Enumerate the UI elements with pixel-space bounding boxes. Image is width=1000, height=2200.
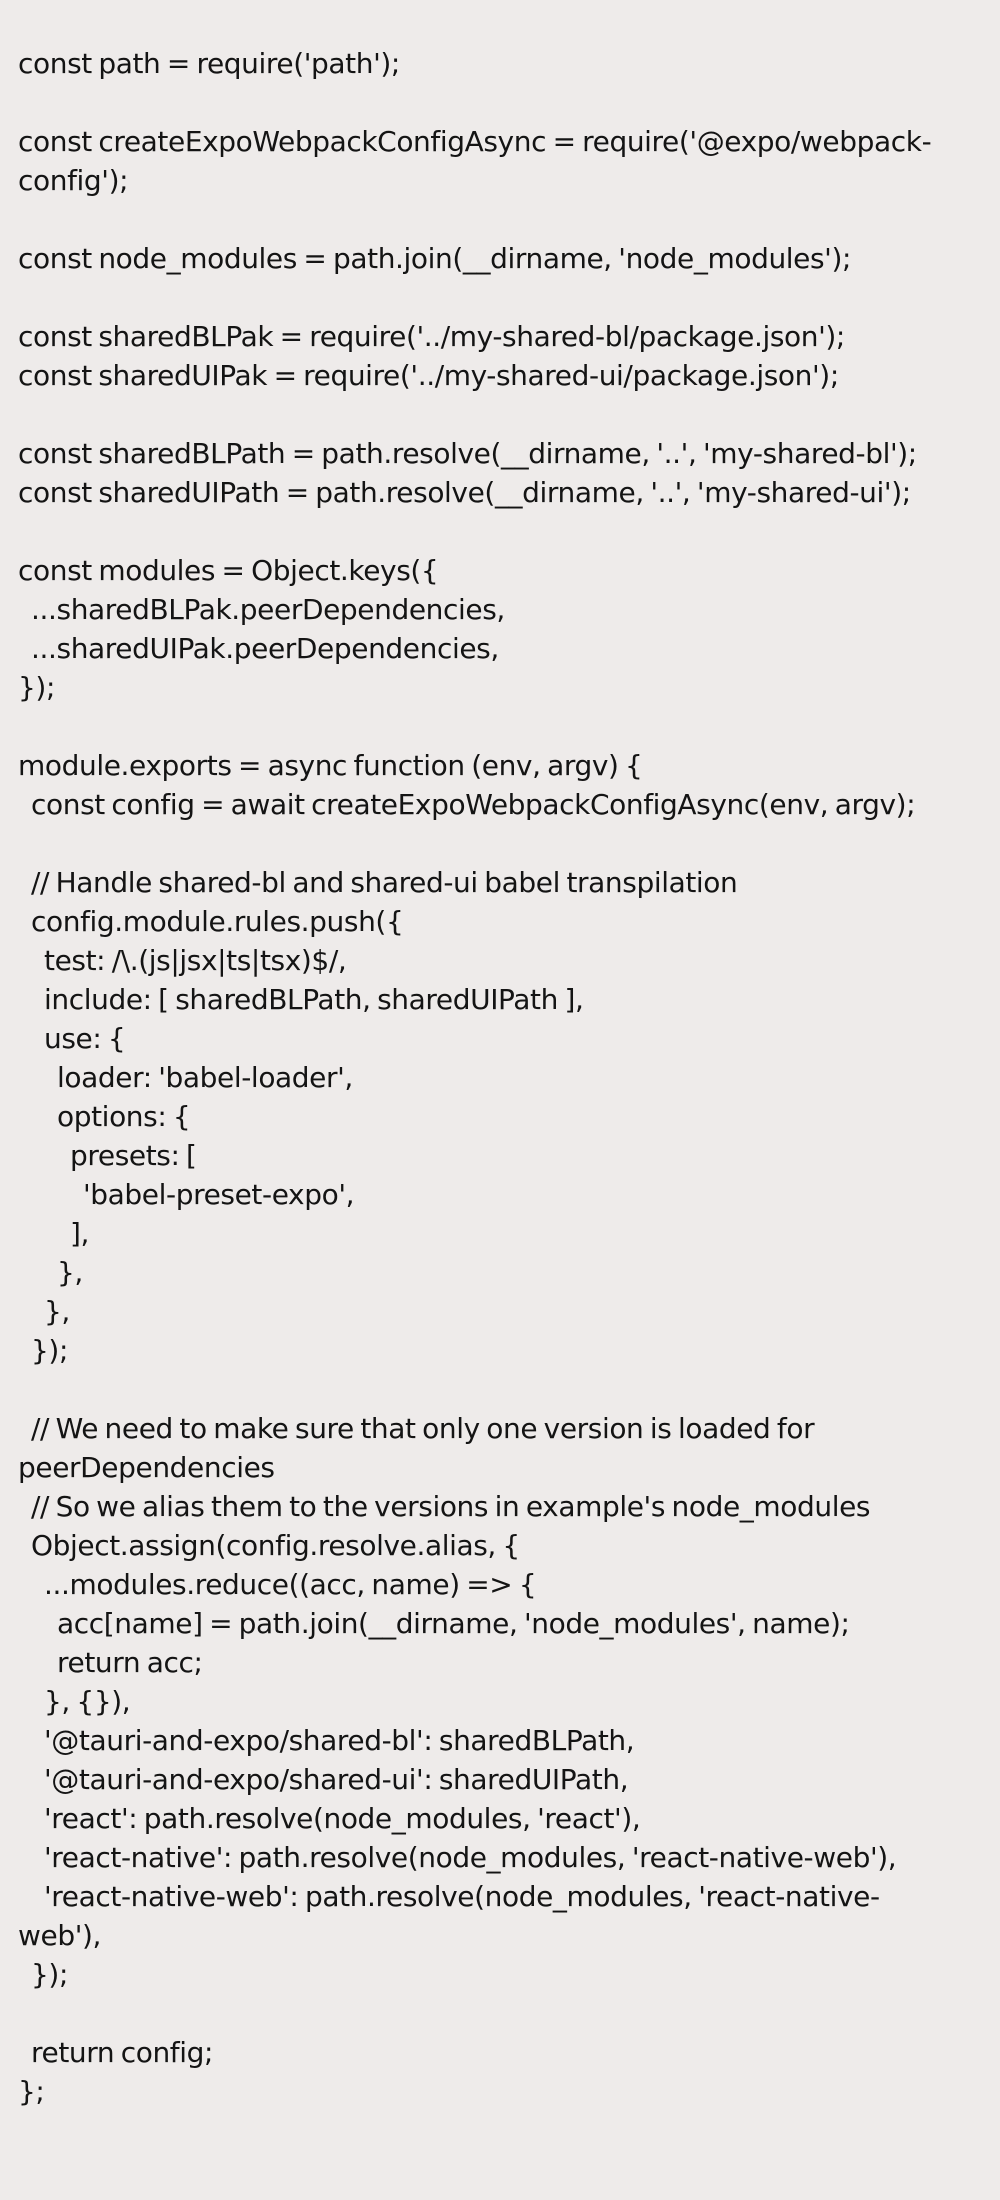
code-line: return acc; xyxy=(18,1646,203,1679)
code-line: config'); xyxy=(18,164,129,197)
code-line: module.exports = async function (env, argv) { xyxy=(18,749,643,782)
code-line: include: [ sharedBLPath, sharedUIPath ], xyxy=(18,983,584,1016)
code-line: acc[name] = path.join(__dirname, 'node_modules', name); xyxy=(18,1607,850,1640)
code-line: return config; xyxy=(18,2036,214,2069)
code-line: presets: [ xyxy=(18,1139,197,1172)
code-line: const path = require('path'); xyxy=(18,47,400,80)
code-line: loader: 'babel-loader', xyxy=(18,1061,353,1094)
code-line: 'react-native-web': path.resolve(node_modules, 'react-native- xyxy=(18,1880,880,1913)
code-line xyxy=(18,824,982,863)
code-line: const config = await createExpoWebpackConfigAsync(env, argv); xyxy=(18,788,916,821)
code-line: const sharedBLPak = require('../my-shared-bl/package.json'); xyxy=(18,320,845,353)
code-line: '@tauri-and-expo/shared-bl': sharedBLPath, xyxy=(18,1724,635,1757)
code-line: Object.assign(config.resolve.alias, { xyxy=(18,1529,520,1562)
code-line: test: /\.(js|jsx|ts|tsx)$/, xyxy=(18,944,347,977)
code-line: ...modules.reduce((acc, name) => { xyxy=(18,1568,537,1601)
code-line: 'react': path.resolve(node_modules, 'react'), xyxy=(18,1802,641,1835)
code-line: options: { xyxy=(18,1100,191,1133)
code-line: }); xyxy=(18,671,55,704)
code-line: }); xyxy=(18,1958,68,1991)
code-line: peerDependencies xyxy=(18,1451,275,1484)
code-line xyxy=(18,83,982,122)
code-line xyxy=(18,200,982,239)
code-line: web'), xyxy=(18,1919,102,1952)
code-line: // So we alias them to the versions in example's node_modules xyxy=(18,1490,871,1523)
code-line xyxy=(18,512,982,551)
code-line: }, xyxy=(18,1295,70,1328)
code-line: ], xyxy=(18,1217,90,1250)
code-line: 'babel-preset-expo', xyxy=(18,1178,355,1211)
code-line: 'react-native': path.resolve(node_modules, 'react-native-web'), xyxy=(18,1841,897,1874)
code-line: '@tauri-and-expo/shared-ui': sharedUIPath, xyxy=(18,1763,629,1796)
code-line xyxy=(18,707,982,746)
code-line: const sharedBLPath = path.resolve(__dirname, '..', 'my-shared-bl'); xyxy=(18,437,917,470)
code-line xyxy=(18,278,982,317)
code-line: config.module.rules.push({ xyxy=(18,905,404,938)
code-line: const sharedUIPak = require('../my-shared-ui/package.json'); xyxy=(18,359,839,392)
code-line: // Handle shared-bl and shared-ui babel transpilation xyxy=(18,866,738,899)
code-line: }, {}), xyxy=(18,1685,131,1718)
code-line: ...sharedBLPak.peerDependencies, xyxy=(18,593,505,626)
code-line: }); xyxy=(18,1334,68,1367)
code-line: ...sharedUIPak.peerDependencies, xyxy=(18,632,499,665)
code-line: const node_modules = path.join(__dirname, 'node_modules'); xyxy=(18,242,852,275)
code-line: use: { xyxy=(18,1022,126,1055)
code-line: const modules = Object.keys({ xyxy=(18,554,439,587)
code-line xyxy=(18,395,982,434)
code-line: const createExpoWebpackConfigAsync = require('@expo/webpack- xyxy=(18,125,932,158)
code-line xyxy=(18,1994,982,2033)
code-line: }; xyxy=(18,2075,45,2108)
code-line: // We need to make sure that only one version is loaded for xyxy=(18,1412,815,1445)
code-line: }, xyxy=(18,1256,83,1289)
code-line: const sharedUIPath = path.resolve(__dirname, '..', 'my-shared-ui'); xyxy=(18,476,911,509)
code-line xyxy=(18,1370,982,1409)
